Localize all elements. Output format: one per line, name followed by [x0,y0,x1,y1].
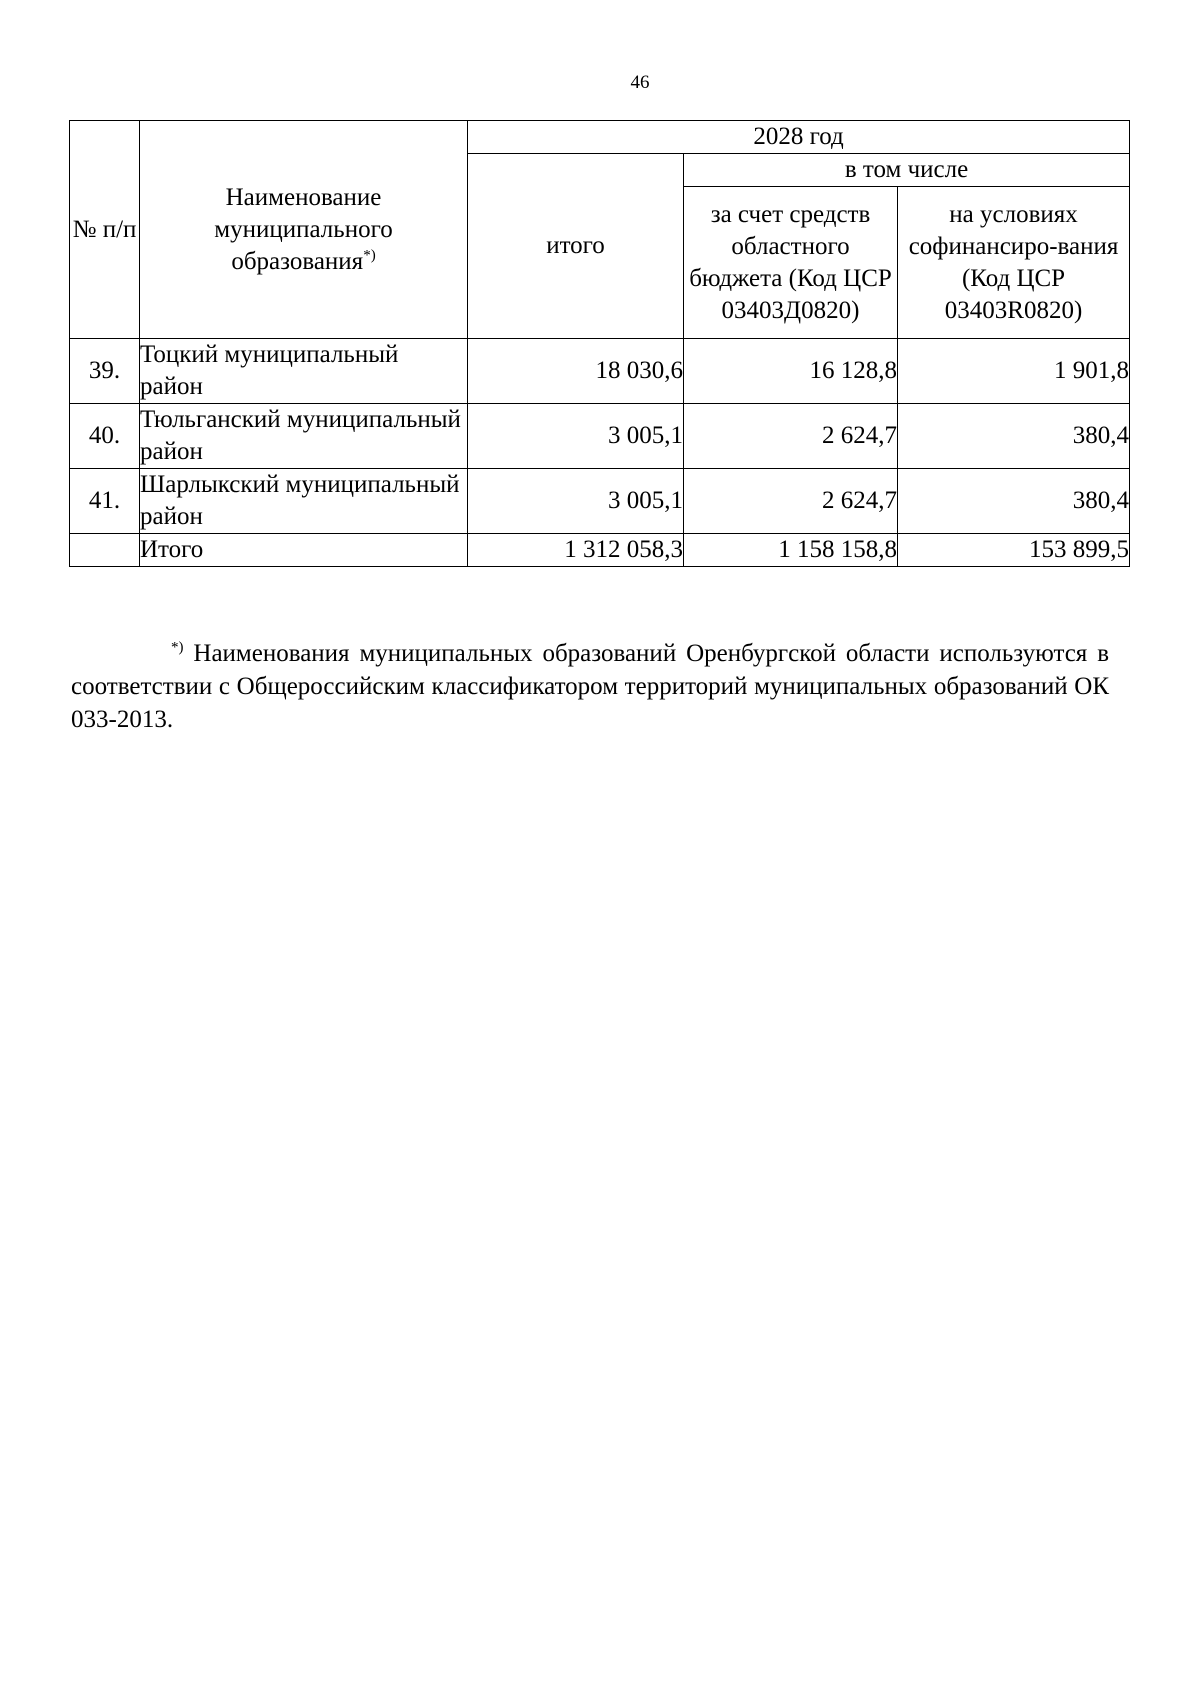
totals-row [70,534,1130,567]
row-regional: 16 128,8 [684,339,898,404]
footnote [71,637,1109,736]
header-number: № п/п [70,121,140,339]
table-row [70,404,1130,469]
row-regional: 2 624,7 [684,469,898,534]
totals-regional: 1 158 158,8 [684,534,898,567]
row-cofinancing: 380,4 [898,469,1130,534]
totals-total: 1 312 058,3 [468,534,684,567]
budget-table [69,120,1130,567]
page-number: 46 [630,72,650,93]
header-municipality: Наименование муниципального образования*) [140,121,468,339]
row-total: 3 005,1 [468,469,684,534]
header-cofinancing: на условиях софинансиро-вания (Код ЦСР 03403R0820) [898,187,1130,339]
row-total: 3 005,1 [468,404,684,469]
totals-cofinancing: 153 899,5 [898,534,1130,567]
row-regional: 2 624,7 [684,404,898,469]
row-number: 39. [70,339,140,404]
header-total: итого [468,154,684,339]
footnote-text: Наименования муниципальных образований Оренбургской области используются в соответствии с Общероссийским классификатором территорий муниципальных образований ОК 033-2013. [71,640,1109,733]
row-number: 40. [70,404,140,469]
header-including: в том числе [684,154,1130,187]
row-cofinancing: 1 901,8 [898,339,1130,404]
row-number: 41. [70,469,140,534]
row-cofinancing: 380,4 [898,404,1130,469]
footnote-mark: *) [171,639,184,656]
header-regional-budget: за счет средств областного бюджета (Код ЦСР 03403Д0820) [684,187,898,339]
totals-number-cell [70,534,140,567]
row-total: 18 030,6 [468,339,684,404]
header-year: 2028 год [468,121,1130,154]
footnote-mark: *) [363,247,376,264]
totals-label: Итого [140,534,468,567]
table-row [70,469,1130,534]
row-municipality: Тюльганский муниципальный район [140,404,468,469]
row-municipality: Шарлыкский муниципальный район [140,469,468,534]
row-municipality: Тоцкий муниципальный район [140,339,468,404]
table-row [70,339,1130,404]
